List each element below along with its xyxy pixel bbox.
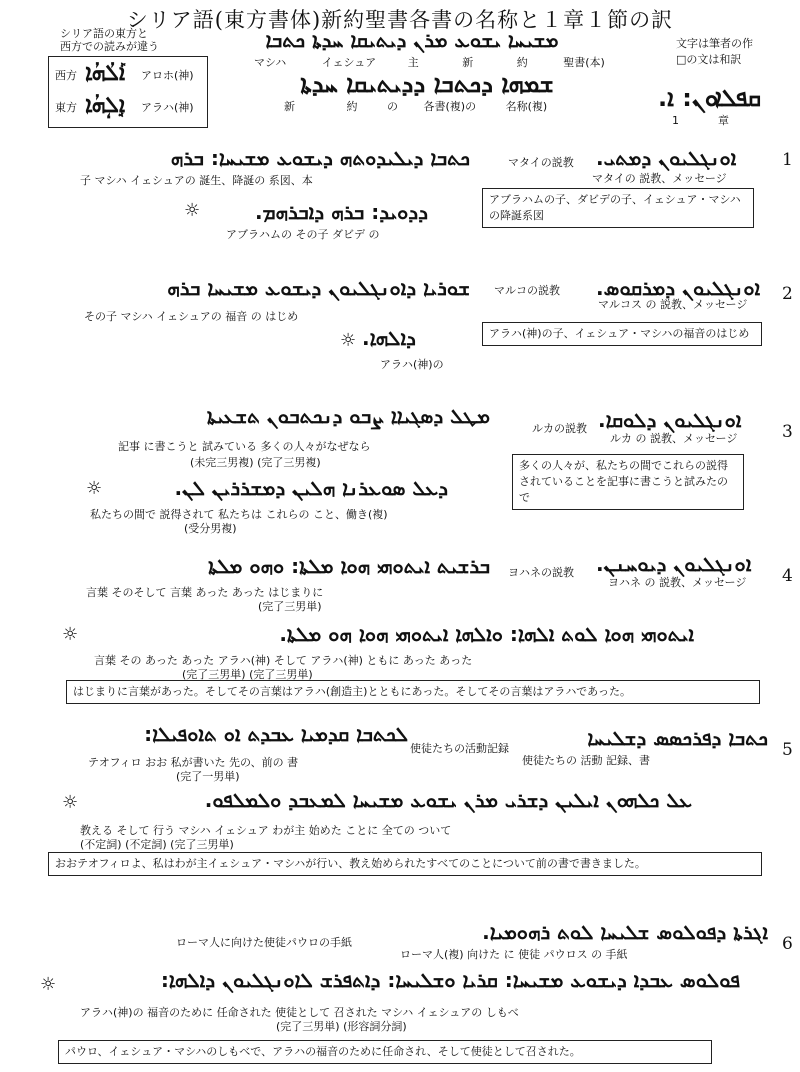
legend-box bbox=[48, 56, 208, 128]
book-label: マタイの説教 bbox=[508, 156, 574, 169]
verse-line-1: ܦܘܠܘܣ ܥܒܕܐ ܕܝܫܘܥ ܡܫܝܚܐ: ܩܪܝܐ ܘܫܠܝܚܐ: ܕܐܬܦܪܫ ܠܐܘܢܓܠܝܘܢ ܕܐܠܗܐ: bbox=[160, 968, 740, 992]
banner-gloss-jesus: イェシュア bbox=[321, 56, 377, 69]
book-gloss: マルコス の 説教、メッセージ bbox=[598, 298, 748, 311]
chapter-gloss-word: 章 bbox=[718, 114, 729, 127]
section-number: 5 bbox=[782, 740, 793, 760]
book-title: ܟܬܒܐ ܕܦܪܟܣܣ ܕܫܠܝܚܐ bbox=[587, 726, 768, 750]
book-title: ܐܘܢܓܠܝܘܢ ܕܡܬܝ. bbox=[596, 146, 737, 170]
verse-line-1-gloss: その子 マシハ イェシュアの 福音 の はじめ bbox=[84, 310, 299, 323]
author-note bbox=[676, 36, 753, 68]
book-gloss: ローマ人(複) 向けた に 使徒 パウロス の 手紙 bbox=[400, 948, 628, 961]
book-label: ローマ人に向けた使徒パウロの手紙 bbox=[176, 936, 352, 949]
verse-line-2-gloss: アラハ(神)の bbox=[380, 358, 444, 371]
verse-line-2-gloss-2: (不定詞) (不定詞) (完了三男単) bbox=[80, 838, 234, 851]
verse-line-1-gloss-2: (未完三男複) (完了三男複) bbox=[190, 456, 321, 469]
verse-line-2: ܕܕܘܝܕ: ܒܪܗ ܕܐܒܪܗܡ. bbox=[254, 200, 428, 224]
book-title: ܐܘܢܓܠܝܘܢ ܕܡܪܩܘܣ. bbox=[596, 276, 761, 300]
verse-line-2: ܕܐܠܗܐ. bbox=[362, 326, 416, 350]
legend-heading bbox=[60, 26, 159, 55]
verse-line-1-gloss-2: (完了三男単) bbox=[258, 600, 322, 613]
book-gloss: 使徒たちの 活動 記録、書 bbox=[522, 754, 650, 767]
author-note-1: 文字は筆者の作 bbox=[676, 37, 753, 50]
legend-heading-1: シリア語の東方と bbox=[60, 27, 148, 40]
book-gloss: ルカ の 説教、メッセージ bbox=[610, 432, 738, 445]
verse-end-mark-icon: ☼ bbox=[340, 330, 357, 351]
verse-line-2-gloss: アブラハムの その子 ダビデ の bbox=[226, 228, 380, 241]
section-number: 6 bbox=[782, 934, 793, 954]
verse-line-1-gloss: 記事 に書こうと 試みている 多くの人々がなぜなら bbox=[118, 440, 371, 453]
book-label: ヨハネの説教 bbox=[508, 566, 574, 579]
section-number: 4 bbox=[782, 566, 793, 586]
banner-syriac: ܡܫܝܚܐ ܝܫܘܥ ܡܪܢ ܕܝܬܝܩܐ ܚܕܬܐ ܟܬܒܐ bbox=[265, 28, 559, 52]
verse-line-2: ܥܠ ܟܠܗܘܢ ܐܝܠܝܢ ܕܫܪܝ ܡܪܢ ܝܫܘܥ ܡܫܝܚܐ ܠܡܥܒܕ ܘܠܡܠܦܘ. bbox=[204, 788, 692, 812]
names-gloss bbox=[284, 100, 547, 113]
legend-east-label: 東方 bbox=[55, 101, 77, 114]
section-number: 2 bbox=[782, 284, 793, 304]
names-syriac: ܫܡܗܐ ܕܟܬܒܐ ܕܕܝܬܝܩܐ ܚܕܬܐ bbox=[300, 70, 554, 98]
banner-gloss-covenant: 約 bbox=[516, 56, 528, 69]
book-label: 使徒たちの活動記録 bbox=[410, 742, 509, 755]
chapter-syriac: ܩܦܠܐܘܢ: ܐ. bbox=[658, 84, 762, 112]
translation-box: はじまりに言葉があった。そしてその言葉はアラハ(創造主)とともにあった。そしてその言葉はアラハであった。 bbox=[66, 680, 760, 704]
legend-west-label: 西方 bbox=[55, 69, 77, 82]
verse-line-1-gloss: アラハ(神)の 福音のために 任命された 使徒として 召された マシハ イェシュアの しもべ bbox=[80, 1006, 519, 1019]
verse-end-mark-icon: ☼ bbox=[62, 792, 79, 813]
verse-line-1-gloss-2: (完了一男単) bbox=[176, 770, 240, 783]
legend-heading-2: 西方での読みが違う bbox=[60, 40, 159, 53]
verse-end-mark-icon: ☼ bbox=[184, 200, 201, 221]
translation-box: アラハ(神)の子、イェシュア・マシハの福音のはじめ bbox=[482, 322, 762, 346]
verse-line-2-gloss: 言葉 その あった あった アラハ(神) そして アラハ(神) ともに あった あった bbox=[94, 654, 473, 667]
verse-line-2: ܐܝܬܘܗܝ ܗܘܐ ܠܘܬ ܐܠܗܐ: ܘܐܠܗܐ ܐܝܬܘܗܝ ܗܘܐ ܗܘ ܡܠܬܐ. bbox=[279, 622, 694, 646]
verse-line-2: ܕܥܠ ܣܘܥܪܢܐ ܗܠܝܢ ܕܡܫܪܪܝܢ ܠܢ. bbox=[174, 476, 448, 500]
chapter-gloss-num: 1 bbox=[672, 114, 679, 127]
book-title: ܐܘܢܓܠܝܘܢ ܕܝܘܚܢܢ. bbox=[596, 552, 752, 576]
verse-line-1-gloss: テオフィロ おお 私が書いた 先の、前の 書 bbox=[88, 756, 299, 769]
banner-gloss-book: 聖書(本) bbox=[563, 56, 605, 69]
book-gloss: マタイの 説教、メッセージ bbox=[592, 172, 727, 185]
verse-line-2-gloss: 教える そして 行う マシハ イェシュア わが主 始めた ことに 全ての ついて bbox=[80, 824, 452, 837]
names-gloss-new: 新 bbox=[284, 100, 295, 113]
translation-box: アブラハムの子、ダビデの子、イェシュア・マシハの降誕系図 bbox=[482, 188, 754, 228]
translation-box: パウロ、イェシュア・マシハのしもべで、アラハの福音のために任命され、そして使徒として召された。 bbox=[58, 1040, 712, 1064]
verse-line-1: ܒܪܫܝܬ ܐܝܬܘܗܝ ܗܘܐ ܡܠܬܐ: ܘܗܘ ܡܠܬܐ bbox=[208, 554, 490, 578]
legend-east-note: アラハ(神) bbox=[141, 101, 194, 114]
verse-line-1-gloss: 子 マシハ イェシュアの 誕生、降誕の 系図、本 bbox=[80, 174, 313, 187]
verse-line-1: ܡܛܠ ܕܣܓܝܐܐ ܨܒܘ ܕܢܟܬܒܘܢ ܬܫܥܝܬܐ bbox=[206, 404, 490, 428]
translation-box: おおテオフィロよ、私はわが主イェシュア・マシハが行い、教え始められたすべてのことについて前の書で書きました。 bbox=[48, 852, 762, 876]
section-number: 1 bbox=[782, 150, 793, 170]
verse-line-1: ܫܘܪܝܐ ܕܐܘܢܓܠܝܘܢ ܕܝܫܘܥ ܡܫܝܚܐ ܒܪܗ bbox=[167, 276, 470, 300]
verse-line-2-gloss-2: (完了三男単) (完了三男単) bbox=[182, 668, 313, 681]
verse-line-2-gloss-2: (受分男複) bbox=[184, 522, 237, 535]
banner-gloss-lord: 主 bbox=[407, 56, 419, 69]
verse-line-1-gloss-2: (完了三男単) (形容詞分詞) bbox=[276, 1020, 407, 1033]
book-title: ܐܘܢܓܠܝܘܢ ܕܠܘܩܐ. bbox=[598, 408, 742, 432]
book-label: ルカの説教 bbox=[532, 422, 587, 435]
names-gloss-books: 各書(複)の bbox=[423, 100, 477, 113]
book-gloss: ヨハネ の 説教、メッセージ bbox=[608, 576, 747, 589]
book-label: マルコの説教 bbox=[494, 284, 560, 297]
banner-gloss bbox=[254, 56, 605, 69]
legend-west-note: アロホ(神) bbox=[141, 69, 194, 82]
legend-east-word: ܐܱܠܴܗܳܐ bbox=[85, 93, 126, 118]
verse-end-mark-icon: ☼ bbox=[86, 478, 103, 499]
section-number: 3 bbox=[782, 422, 793, 442]
verse-line-1: ܟܬܒܐ ܕܝܠܝܕܘܬܗ ܕܝܫܘܥ ܡܫܝܚܐ: ܒܪܗ bbox=[170, 146, 470, 170]
page-title: シリア語(東方書体)新約聖書各書の名称と１章１節の訳 bbox=[126, 8, 674, 32]
names-gloss-covenant: 約 bbox=[346, 100, 358, 113]
verse-line-1-gloss: 言葉 そのそして 言葉 あった あった はじまりに bbox=[86, 586, 324, 599]
translation-box: 多くの人々が、私たちの間でこれらの説得されていることを記事に書こうと試みたので bbox=[512, 454, 744, 510]
verse-end-mark-icon: ☼ bbox=[40, 974, 57, 995]
verse-line-2-gloss: 私たちの間で 説得されて 私たちは これらの こと、働き(複) bbox=[90, 508, 388, 521]
legend-west-word: ܐܰܠܳܗܳܐ bbox=[85, 61, 126, 86]
author-note-2: □の文は和訳 bbox=[676, 53, 742, 66]
banner-gloss-messiah: マシハ bbox=[254, 56, 287, 69]
names-gloss-names: 名称(複) bbox=[505, 100, 548, 113]
banner-gloss-new: 新 bbox=[462, 56, 474, 69]
verse-line-1: ܠܟܬܒܐ ܩܕܡܝܐ ܥܒܕܬ ܐܘ ܬܐܘܦܝܠܐ: bbox=[144, 722, 408, 746]
verse-end-mark-icon: ☼ bbox=[62, 624, 79, 645]
names-gloss-of: の bbox=[387, 100, 398, 113]
book-title: ܐܓܪܬܐ ܕܦܘܠܘܣ ܫܠܝܚܐ ܠܘܬ ܪܗܘܡܝܐ. bbox=[482, 920, 768, 944]
